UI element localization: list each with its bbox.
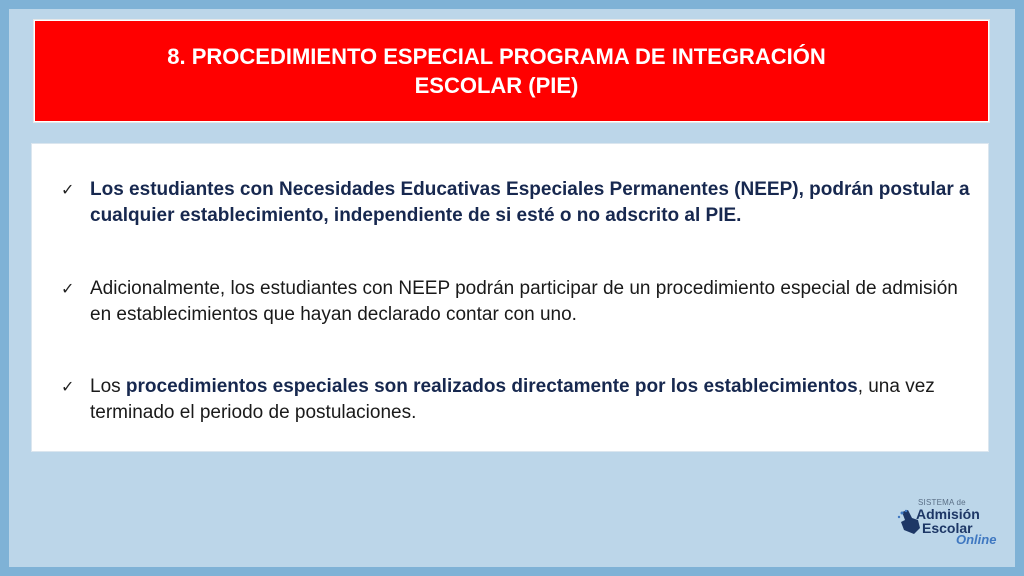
checkmark-icon: ✓ <box>61 279 75 298</box>
bullet-3-suffix: , una vez terminado el periodo de postulaciones. <box>90 376 935 423</box>
logo-escolar-text: Escolar <box>922 520 973 536</box>
bullet-item-2 <box>61 276 971 328</box>
logo-admision-text: Admisión <box>916 506 980 522</box>
slide-title <box>97 42 897 100</box>
sistema-admision-escolar-logo <box>896 496 1004 554</box>
bullet-text-1 <box>90 177 971 229</box>
title-line-1: 8. PROCEDIMIENTO ESPECIAL PROGRAMA DE INTEGRACIÓN <box>167 44 826 69</box>
content-box <box>31 143 989 452</box>
checkmark-icon: ✓ <box>61 180 75 199</box>
checkmark-icon: ✓ <box>61 377 75 396</box>
bullet-text-2: Adicionalmente, los estudiantes con NEEP podrán participar de un procedimiento especial de admisión en establecimientos que hayan declarado contar con uno. <box>90 278 958 325</box>
bullet-1-bold: Los estudiantes con Necesidades Educativas Especiales Permanentes (NEEP), podrán postular a cualquier establecimiento, independiente de si esté o no adscrito al PIE. <box>90 179 970 226</box>
bullet-3-bold: procedimientos especiales son realizados directamente por los establecimientos <box>125 376 858 397</box>
bullet-item-3 <box>61 374 971 426</box>
bullet-3-prefix: Los <box>90 376 126 397</box>
title-line-2: ESCOLAR (PIE) <box>414 73 579 98</box>
bullet-item-1 <box>61 177 971 229</box>
logo-online-text: Online <box>956 532 997 547</box>
title-banner <box>33 19 990 123</box>
bullet-text-3 <box>90 374 971 426</box>
logo-sistema-text: SISTEMA de <box>918 498 966 507</box>
